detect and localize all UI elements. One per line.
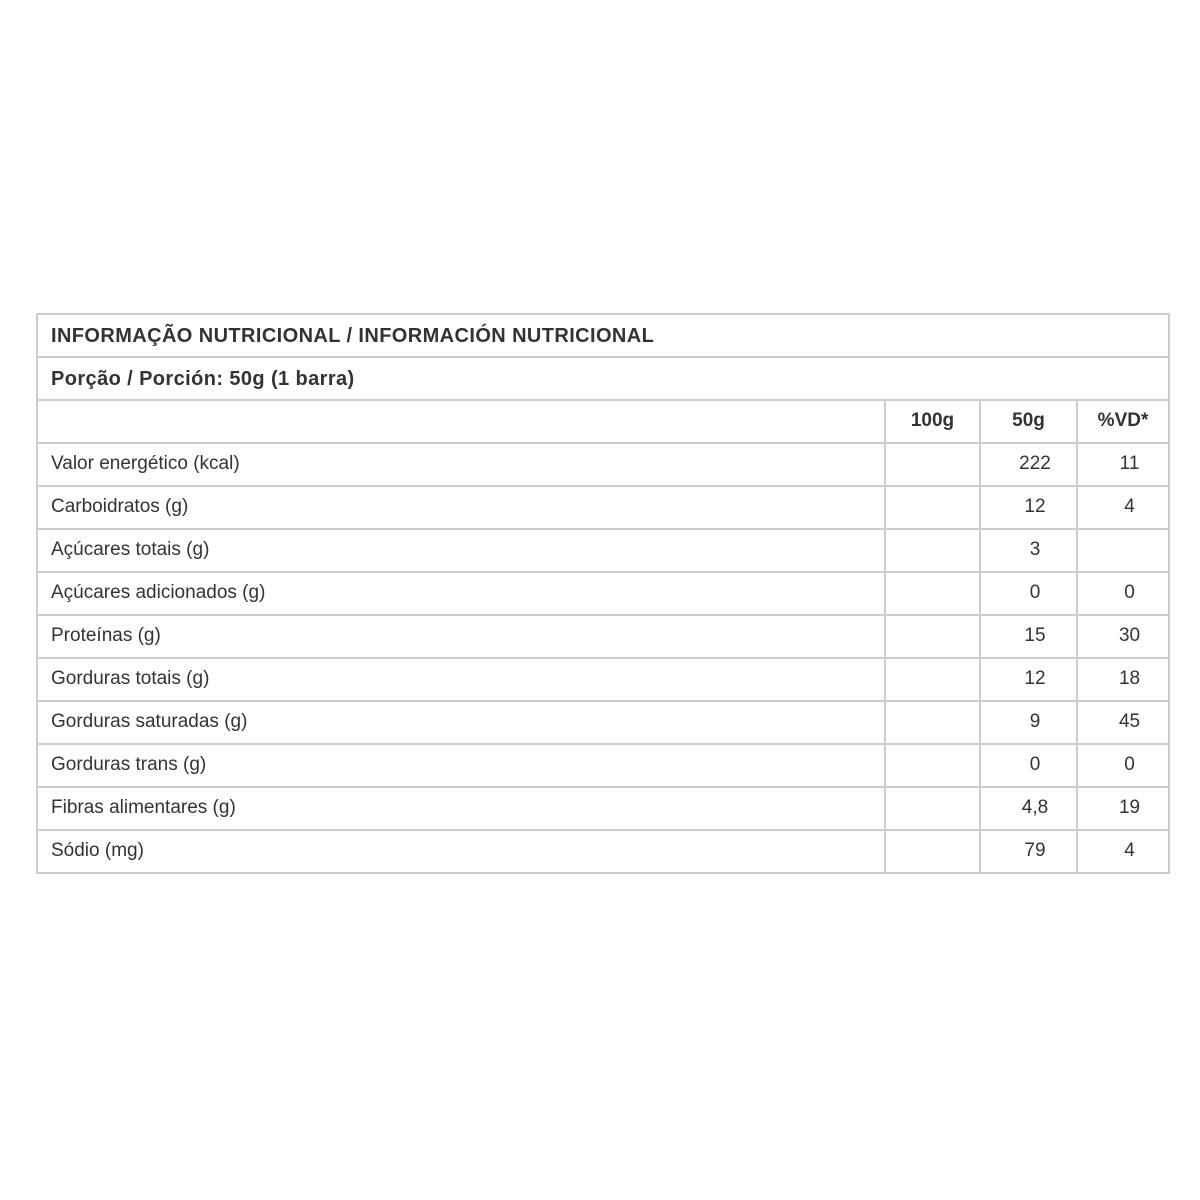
nutrient-label: Proteínas (g) [37,615,885,658]
table-row [37,615,1169,658]
value-vd: 30 [1077,615,1169,658]
nutrient-label: Gorduras totais (g) [37,658,885,701]
table-row [37,572,1169,615]
value-vd: 0 [1077,744,1169,787]
table-row [37,529,1169,572]
value-100g [885,701,980,744]
value-50g: 222 [980,443,1077,486]
value-50g: 15 [980,615,1077,658]
value-50g: 12 [980,658,1077,701]
value-100g [885,443,980,486]
value-vd: 19 [1077,787,1169,830]
value-vd: 4 [1077,830,1169,873]
value-50g: 79 [980,830,1077,873]
nutrient-label: Fibras alimentares (g) [37,787,885,830]
value-vd: 0 [1077,572,1169,615]
serving-size: Porção / Porción: 50g (1 barra) [37,357,1169,400]
column-header-100g: 100g [885,400,980,443]
table-row [37,400,1169,443]
table-row [37,830,1169,873]
value-50g: 3 [980,529,1077,572]
nutrient-label: Carboidratos (g) [37,486,885,529]
value-vd: 18 [1077,658,1169,701]
value-vd: 4 [1077,486,1169,529]
nutrient-label: Valor energético (kcal) [37,443,885,486]
column-header-vd: %VD* [1077,400,1169,443]
nutrient-label: Sódio (mg) [37,830,885,873]
table-row [37,443,1169,486]
value-50g: 4,8 [980,787,1077,830]
value-100g [885,787,980,830]
table-title: INFORMAÇÃO NUTRICIONAL / INFORMACIÓN NUTRICIONAL [37,314,1169,357]
value-vd: 11 [1077,443,1169,486]
value-100g [885,615,980,658]
value-100g [885,658,980,701]
nutrient-label: Açúcares adicionados (g) [37,572,885,615]
table-row [37,658,1169,701]
value-100g [885,486,980,529]
nutrient-label: Gorduras trans (g) [37,744,885,787]
table-row [37,314,1169,357]
table-row [37,787,1169,830]
value-50g: 9 [980,701,1077,744]
table-row [37,701,1169,744]
value-50g: 0 [980,744,1077,787]
table-row [37,744,1169,787]
value-100g [885,572,980,615]
nutrition-table [36,313,1170,874]
value-50g: 12 [980,486,1077,529]
nutrient-label: Açúcares totais (g) [37,529,885,572]
value-vd [1077,529,1169,572]
value-100g [885,744,980,787]
nutrient-label: Gorduras saturadas (g) [37,701,885,744]
column-header-spacer [37,400,885,443]
table-row [37,357,1169,400]
value-50g: 0 [980,572,1077,615]
column-header-50g: 50g [980,400,1077,443]
value-vd: 45 [1077,701,1169,744]
table-row [37,486,1169,529]
value-100g [885,529,980,572]
value-100g [885,830,980,873]
